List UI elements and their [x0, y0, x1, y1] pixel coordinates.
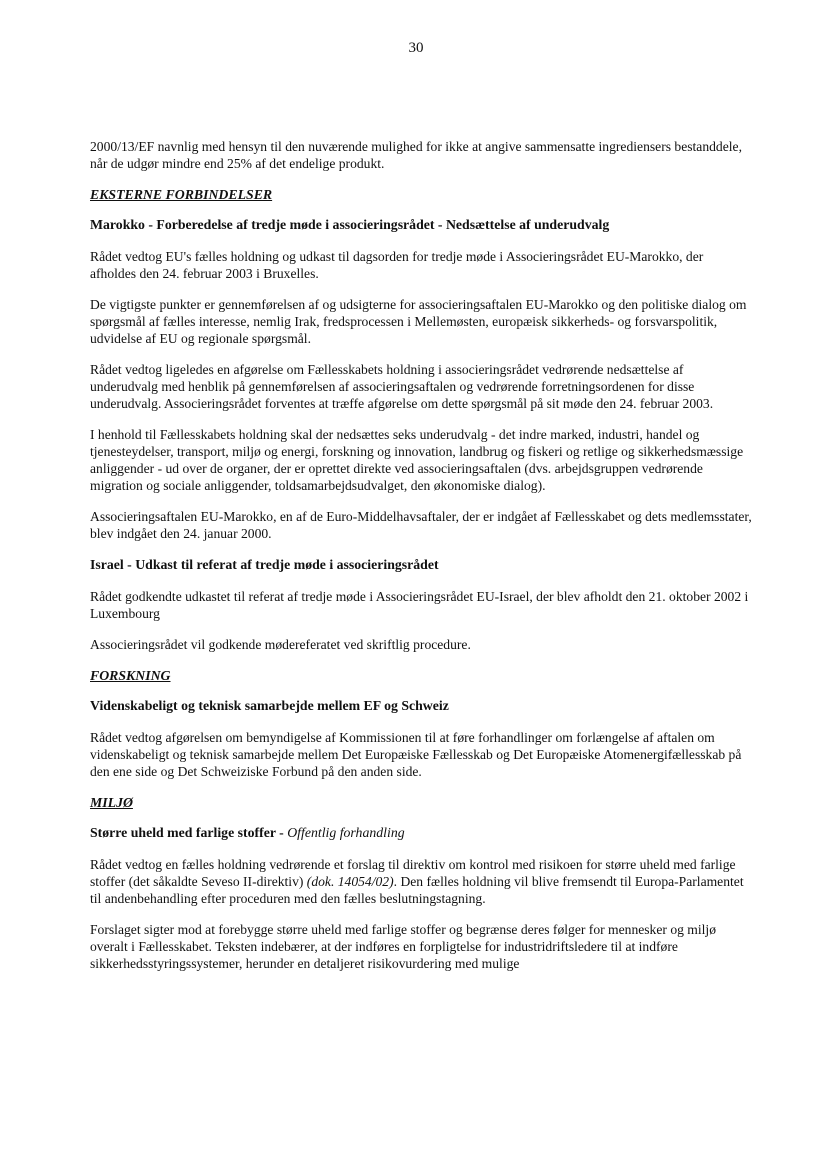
morocco-paragraph-5: Associeringsaftalen EU-Marokko, en af de Euro-Middelhavsaftaler, der er indgået af Fællesskabet og dets medlemsstater, blev indgået den 24. januar 2000.	[90, 509, 752, 541]
public-deliberation-label: Offentlig forhandling	[287, 825, 405, 840]
intro-paragraph: 2000/13/EF navnlig med hensyn til den nuværende mulighed for ikke at angive sammensatte ingrediensers bestanddele, når de udgør mindre end 25% af det endelige produkt.	[90, 139, 742, 171]
israel-paragraph-2: Associeringsrådet vil godkende mødereferatet ved skriftlig procedure.	[90, 637, 471, 652]
subheading-israel: Israel - Udkast til referat af tredje møde i associeringsrådet	[90, 557, 439, 572]
subheading-major-accidents	[90, 824, 752, 841]
section-heading-environment: MILJØ	[90, 795, 133, 810]
document-reference: (dok. 14054/02)	[306, 874, 394, 889]
subheading-morocco: Marokko - Forberedelse af tredje møde i associeringsrådet - Nedsættelse af underudvalg	[90, 217, 610, 232]
accidents-paragraph-1-text: Rådet vedtog en fælles holdning vedrørende et forslag til direktiv om kontrol med risikoen for større uheld med farlige stoffer (det såkaldte Seveso II-direktiv)	[90, 857, 736, 889]
morocco-paragraph-4: I henhold til Fællesskabets holdning skal der nedsættes seks underudvalg - det indre marked, industri, handel og tjenesteydelser, transport, miljø og energi, forskning og innovation, landbrug og fiskeri og retlige og sikkerhedsmæssige anliggender - ud over de organer, der er oprettet direkte ved associeringsaftalen (dvs. arbejdsgruppen vedrørende migration og sociale anliggender, toldsamarbejdsudvalget, den økonomiske dialog).	[90, 427, 744, 493]
switzerland-paragraph-1: Rådet vedtog afgørelsen om bemyndigelse af Kommissionen til at føre forhandlinger om forlængelse af aftalen om videnskabeligt og teknisk samarbejde mellem Det Europæiske Fællesskab og Det Europæiske Atomenergifællesskab på den ene side og Det Schweiziske Forbund på den anden side.	[90, 730, 742, 779]
accidents-paragraph-2: Forslaget sigter mod at forebygge større uheld med farlige stoffer og begrænse deres følger for mennesker og miljø overalt i Fællesskabet. Teksten indebærer, at der indføres en forpligtelse for industridriftsledere til at indføre sikkerhedsstyringssystemer, herunder en detaljeret risikovurdering med mulige	[90, 922, 717, 971]
subheading-switzerland: Videnskabeligt og teknisk samarbejde mellem EF og Schweiz	[90, 698, 449, 713]
page-number: 30	[408, 40, 424, 56]
document-body	[90, 138, 752, 986]
section-heading-research: FORSKNING	[90, 668, 171, 683]
morocco-paragraph-1: Rådet vedtog EU's fælles holdning og udkast til dagsorden for tredje møde i Associeringsrådet EU-Marokko, der afholdes den 24. februar 2003 i Bruxelles.	[90, 249, 704, 281]
accidents-paragraph-1-continuation: . Den fælles holdning vil blive fremsendt til Europa-Parlamentet til andenbehandling efter proceduren med den fælles beslutningstagning.	[90, 874, 744, 906]
israel-paragraph-1: Rådet godkendte udkastet til referat af tredje møde i Associeringsrådet EU-Israel, der blev afholdt den 21. oktober 2002 i Luxembourg	[90, 589, 749, 621]
morocco-paragraph-2: De vigtigste punkter er gennemførelsen af og udsigterne for associeringsaftalen EU-Marokko og den politiske dialog om spørgsmål af fælles interesse, nemlig Irak, fredsprocessen i Mellemøsten, europæisk sikkerheds- og forsvarspolitik, udvidelse af EU og regionale spørgsmål.	[90, 297, 747, 346]
subheading-major-accidents-title: Større uheld med farlige stoffer -	[90, 825, 288, 840]
accidents-paragraph-1	[90, 856, 752, 907]
morocco-paragraph-3: Rådet vedtog ligeledes en afgørelse om Fællesskabets holdning i associeringsrådet vedrørende nedsættelse af underudvalg med henblik på gennemførelsen af associeringsaftalen og vedrørende forretningsordenen for disse underudvalg. Associeringsrådet forventes at træffe afgørelse om dette spørgsmål på sit møde den 24. februar 2003.	[90, 362, 714, 411]
section-heading-external-relations: EKSTERNE FORBINDELSER	[90, 187, 273, 202]
